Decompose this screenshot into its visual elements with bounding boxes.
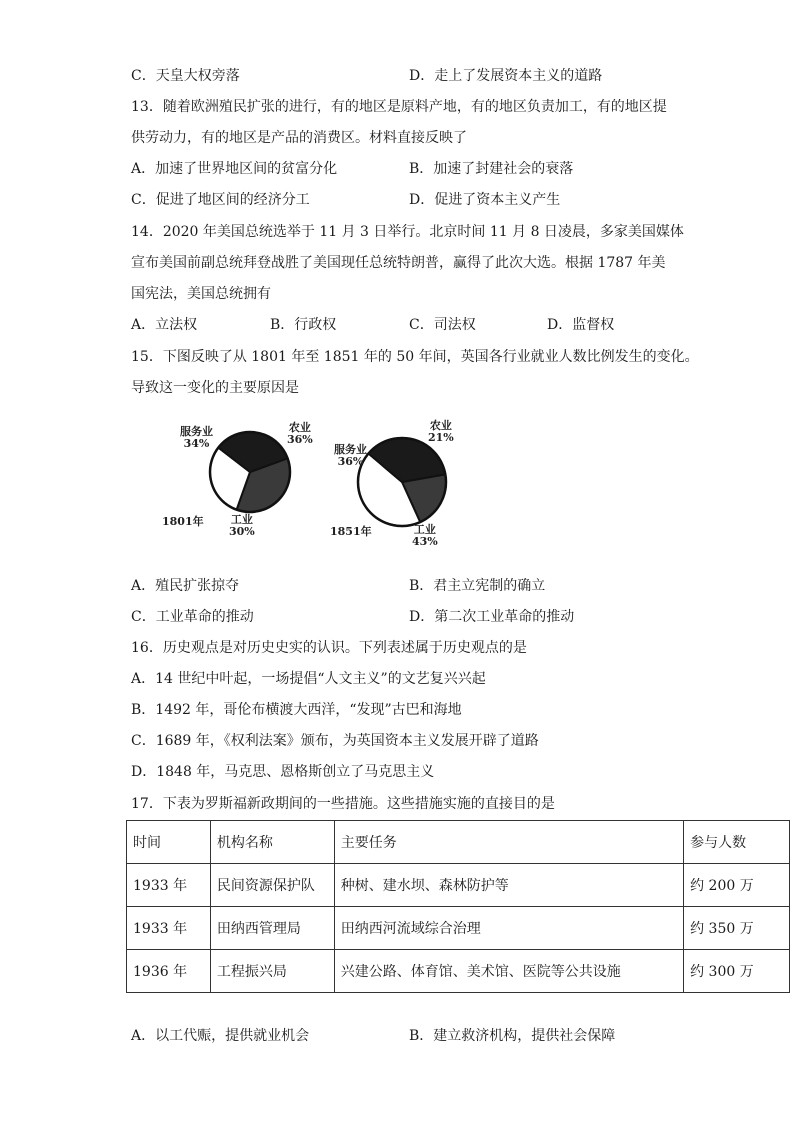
table-cell: 1933 年 bbox=[127, 864, 211, 907]
table-cell: 田纳西管理局 bbox=[210, 907, 334, 950]
table-header-cell: 机构名称 bbox=[210, 821, 334, 864]
table-header-cell: 参与人数 bbox=[684, 821, 790, 864]
pie1851-agriculture-pct: 21% bbox=[428, 431, 454, 444]
pie1851-industry-pct: 43% bbox=[412, 535, 438, 548]
table-row bbox=[127, 950, 790, 993]
table-cell: 种树、建水坝、森林防护等 bbox=[334, 864, 683, 907]
pie1851-service-name: 服务业 bbox=[334, 443, 367, 456]
q12-options-row bbox=[131, 66, 751, 86]
pie1801-label-industry bbox=[229, 514, 255, 538]
pie1801-agriculture-pct: 36% bbox=[287, 433, 313, 446]
table-header-row bbox=[127, 821, 790, 864]
pie1851-industry-name: 工业 bbox=[413, 523, 436, 536]
q17-options-row bbox=[131, 1026, 751, 1046]
q16-stem: 16．历史观点是对历史史实的认识。下列表述属于历史观点的是 bbox=[131, 640, 527, 656]
new-deal-table bbox=[126, 820, 790, 993]
table-cell: 民间资源保护队 bbox=[210, 864, 334, 907]
table-cell: 兴建公路、体育馆、美术馆、医院等公共设施 bbox=[334, 950, 683, 993]
pie1801-year: 1801年 bbox=[162, 515, 204, 528]
q13-stem-line1: 13．随着欧洲殖民扩张的进行，有的地区是原料产地，有的地区负责加工，有的地区提 bbox=[131, 99, 667, 115]
q14-option-c[interactable]: C．司法权 bbox=[409, 317, 476, 333]
q13-option-b[interactable]: B．加速了封建社会的衰落 bbox=[409, 161, 574, 177]
q13-options-row1 bbox=[131, 159, 751, 179]
table-cell: 1933 年 bbox=[127, 907, 211, 950]
q15-stem-line1: 15．下图反映了从 1801 年至 1851 年的 50 年间，英国各行业就业人数比例发生的变化。 bbox=[131, 349, 699, 365]
q17-stem: 17．下表为罗斯福新政期间的一些措施。这些措施实施的直接目的是 bbox=[131, 796, 555, 812]
q15-option-a[interactable]: A．殖民扩张掠夺 bbox=[131, 578, 240, 594]
pie1801-label-agriculture bbox=[287, 422, 313, 446]
q14-option-d[interactable]: D．监督权 bbox=[547, 317, 615, 333]
q16-option-c[interactable]: C．1689 年，《权利法案》颁布，为英国资本主义发展开辟了道路 bbox=[131, 733, 539, 749]
pie1851-year: 1851年 bbox=[330, 525, 372, 538]
q14-options-row bbox=[131, 315, 751, 335]
q17-option-a[interactable]: A．以工代赈，提供就业机会 bbox=[131, 1028, 310, 1044]
q17-option-b[interactable]: B．建立救济机构，提供社会保障 bbox=[409, 1028, 616, 1044]
q15-option-b[interactable]: B．君主立宪制的确立 bbox=[409, 578, 546, 594]
q15-option-d[interactable]: D．第二次工业革命的推动 bbox=[409, 609, 575, 625]
pie1851-label-agriculture bbox=[428, 420, 454, 444]
table-cell: 田纳西河流域综合治理 bbox=[334, 907, 683, 950]
q15-stem-line2: 导致这一变化的主要原因是 bbox=[131, 380, 299, 396]
pie1801-industry-name: 工业 bbox=[230, 513, 253, 526]
table-cell: 工程振兴局 bbox=[210, 950, 334, 993]
pie1851-label-service bbox=[334, 444, 367, 468]
pie1851-service-pct: 36% bbox=[337, 455, 364, 468]
pie1801-service-pct: 34% bbox=[183, 437, 210, 450]
table-cell: 约 200 万 bbox=[684, 864, 790, 907]
table-row bbox=[127, 907, 790, 950]
table-header-cell: 时间 bbox=[127, 821, 211, 864]
pie1801-agriculture-name: 农业 bbox=[288, 421, 311, 434]
table-row bbox=[127, 864, 790, 907]
q16-option-b[interactable]: B．1492 年，哥伦布横渡大西洋，“发现”古巴和海地 bbox=[131, 702, 462, 718]
table-cell: 约 350 万 bbox=[684, 907, 790, 950]
q13-options-row2 bbox=[131, 190, 751, 210]
q13-option-c[interactable]: C．促进了地区间的经济分工 bbox=[131, 192, 310, 208]
q13-option-d[interactable]: D．促进了资本主义产生 bbox=[409, 192, 561, 208]
q15-option-c[interactable]: C．工业革命的推动 bbox=[131, 609, 254, 625]
q15-options-row1 bbox=[131, 576, 751, 596]
q13-stem-line2: 供劳动力，有的地区是产品的消费区。材料直接反映了 bbox=[131, 130, 467, 146]
q14-stem-line1: 14．2020 年美国总统选举于 11 月 3 日举行。北京时间 11 月 8 日凌晨，多家美国媒体 bbox=[131, 224, 684, 240]
pie1851-agriculture-name: 农业 bbox=[429, 419, 452, 432]
table-cell: 约 300 万 bbox=[684, 950, 790, 993]
pie1851-label-industry bbox=[412, 524, 438, 548]
q14-option-b[interactable]: B．行政权 bbox=[270, 317, 337, 333]
table-header-cell: 主要任务 bbox=[334, 821, 683, 864]
q14-stem-line2: 宣布美国前副总统拜登战胜了美国现任总统特朗普，赢得了此次大选。根据 1787 年美 bbox=[131, 255, 666, 271]
q15-options-row2 bbox=[131, 607, 751, 627]
q14-stem-line3: 国宪法，美国总统拥有 bbox=[131, 286, 271, 302]
pie1801-industry-pct: 30% bbox=[229, 525, 255, 538]
q16-option-d[interactable]: D．1848 年，马克思、恩格斯创立了马克思主义 bbox=[131, 764, 435, 780]
q12-option-c[interactable]: C．天皇大权旁落 bbox=[131, 68, 240, 84]
q13-option-a[interactable]: A．加速了世界地区间的贫富分化 bbox=[131, 161, 338, 177]
pie1801-service-name: 服务业 bbox=[180, 425, 213, 438]
q12-option-d[interactable]: D．走上了发展资本主义的道路 bbox=[409, 68, 603, 84]
employment-pie-figure bbox=[150, 408, 480, 558]
pie1801-label-service bbox=[180, 426, 213, 450]
table-cell: 1936 年 bbox=[127, 950, 211, 993]
q14-option-a[interactable]: A．立法权 bbox=[131, 317, 198, 333]
q16-option-a[interactable]: A．14 世纪中叶起，一场提倡“人文主义”的文艺复兴兴起 bbox=[131, 671, 486, 687]
